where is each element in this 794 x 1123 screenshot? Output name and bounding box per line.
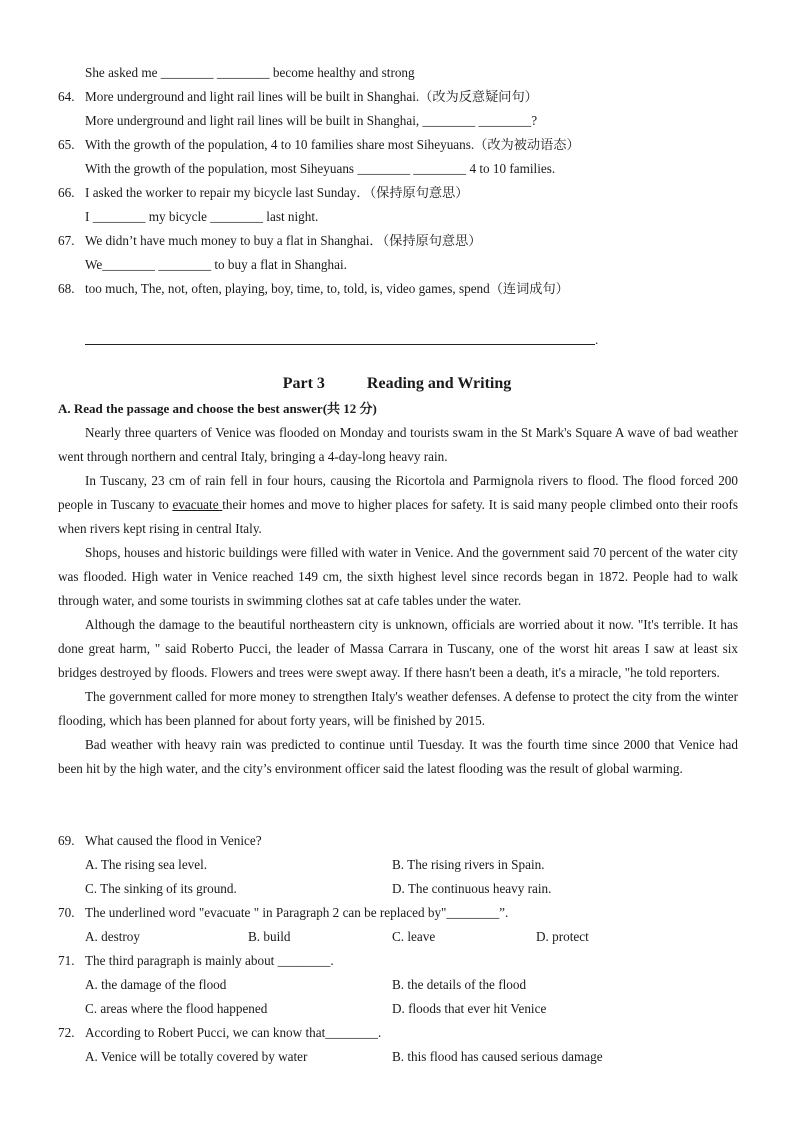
q66-number: 66.: [58, 185, 75, 200]
q65-text: With the growth of the population, 4 to 10 families share most Siheyuans.（改为被动语态）: [85, 137, 580, 152]
q72-option-b: B. this flood has caused serious damage: [392, 1049, 603, 1064]
passage-paragraph-4: Although the damage to the beautiful northeastern city is unknown, officials are worried about it now. "It's terrible. It has done great harm, " said Roberto Pucci, the leader of Massa Carrara in Tuscany, one of the worst hit areas I saw at least six bridges destroyed by floods. Flowers and trees were swept away. If there hasn't been a death, it's a miracle, "he told reporters.: [58, 617, 738, 680]
q64-number: 64.: [58, 89, 75, 104]
q70-number: 70.: [58, 905, 75, 920]
q66-text: I asked the worker to repair my bicycle last Sunday．（保持原句意思）: [85, 185, 469, 200]
q70-option-c: C. leave: [392, 929, 436, 944]
section-a-heading: A. Read the passage and choose the best answer(共 12 分): [58, 401, 377, 416]
q72-number: 72.: [58, 1025, 75, 1040]
part3-label: Part 3: [282, 375, 325, 392]
passage-paragraph-6: Bad weather with heavy rain was predicted to continue until Tuesday. It was the fourth time since 2000 that Venice had been hit by the high water, and the city’s environment officer said the latest flooding was the result of global warming.: [58, 737, 738, 776]
passage-paragraph-5: The government called for more money to strengthen Italy's weather defenses. A defense to protect the city from the winter flooding, which has been planned for about forty years, will be finished by 2015.: [58, 689, 738, 728]
q67-answer-line: We________ ________ to buy a flat in Shanghai.: [85, 257, 347, 272]
q67-number: 67.: [58, 233, 75, 248]
underlined-word-evacuate: evacuate: [172, 497, 223, 512]
q71-option-c: C. areas where the flood happened: [85, 1001, 268, 1016]
q69-stem: 69. What caused the flood in Venice?: [58, 829, 738, 853]
q72-option-a: A. Venice will be totally covered by water: [85, 1049, 308, 1064]
q63-answer-line: She asked me ________ ________ become healthy and strong: [85, 65, 415, 80]
q68-text: too much, The, not, often, playing, boy, time, to, told, is, video games, spend（连词成句）: [85, 281, 569, 296]
reading-passage: [58, 421, 738, 781]
q69-option-d: D. The continuous heavy rain.: [392, 881, 552, 896]
q70-option-b: B. build: [248, 929, 291, 944]
q68-end-mark: .: [595, 332, 599, 347]
passage-paragraph-1: Nearly three quarters of Venice was flooded on Monday and tourists swam in the St Mark's Square A wave of bad weather went through northern and central Italy, bringing a 4-day-long heavy rain.: [58, 425, 738, 464]
q71-number: 71.: [58, 953, 75, 968]
q70-option-d: D. protect: [536, 929, 589, 944]
q69-number: 69.: [58, 833, 75, 848]
q65-number: 65.: [58, 137, 75, 152]
q65-prompt: [58, 133, 738, 157]
q70-option-a: A. destroy: [85, 929, 140, 944]
q64-answer-line: More underground and light rail lines will be built in Shanghai, ________ ________?: [85, 113, 538, 128]
q71-option-a: A. the damage of the flood: [85, 977, 227, 992]
q68-prompt: [58, 277, 738, 301]
q68-number: 68.: [58, 281, 75, 296]
passage-paragraph-3: Shops, houses and historic buildings were filled with water in Venice. And the government said 70 percent of the water city was flooded. High water in Venice reached 149 cm, the sixth highest level since records began in 1872. People had to walk through water, and some tourists in swimming clothes sat at cafe tables under the water.: [58, 545, 738, 608]
q69-option-b: B. The rising rivers in Spain.: [392, 857, 545, 872]
passage-paragraph-2: In Tuscany, 23 cm of rain fell in four hours, causing the Ricortola and Parmignola rivers to flood. The flood forced 200 people in Tuscany to evacuate their homes and move to higher places for safety. It is said many people climbed onto their roofs when rivers kept rising in central Italy.: [58, 473, 738, 536]
q69-option-a: A. The rising sea level.: [85, 857, 208, 872]
q72-stem: 72. According to Robert Pucci, we can know that________.: [58, 1021, 738, 1045]
q68-answer-rule: [85, 344, 595, 345]
q64-prompt: [58, 85, 738, 109]
q69-option-c: C. The sinking of its ground.: [85, 881, 237, 896]
part3-name: Reading and Writing: [366, 375, 512, 392]
q65-answer-line: With the growth of the population, most Siheyuans ________ ________ 4 to 10 families.: [85, 161, 556, 176]
q71-stem: 71. The third paragraph is mainly about ________.: [58, 949, 738, 973]
q66-prompt: [58, 181, 738, 205]
part3-heading: [0, 372, 794, 396]
q67-prompt: [58, 229, 738, 253]
q71-option-d: D. floods that ever hit Venice: [392, 1001, 547, 1016]
q71-option-b: B. the details of the flood: [392, 977, 527, 992]
q66-answer-line: I ________ my bicycle ________ last night.: [85, 209, 319, 224]
q67-text: We didn’t have much money to buy a flat in Shanghai．（保持原句意思）: [85, 233, 482, 248]
q64-text: More underground and light rail lines will be built in Shanghai.（改为反意疑问句）: [85, 89, 538, 104]
q70-stem: 70. The underlined word "evacuate " in Paragraph 2 can be replaced by"________”.: [58, 901, 738, 925]
